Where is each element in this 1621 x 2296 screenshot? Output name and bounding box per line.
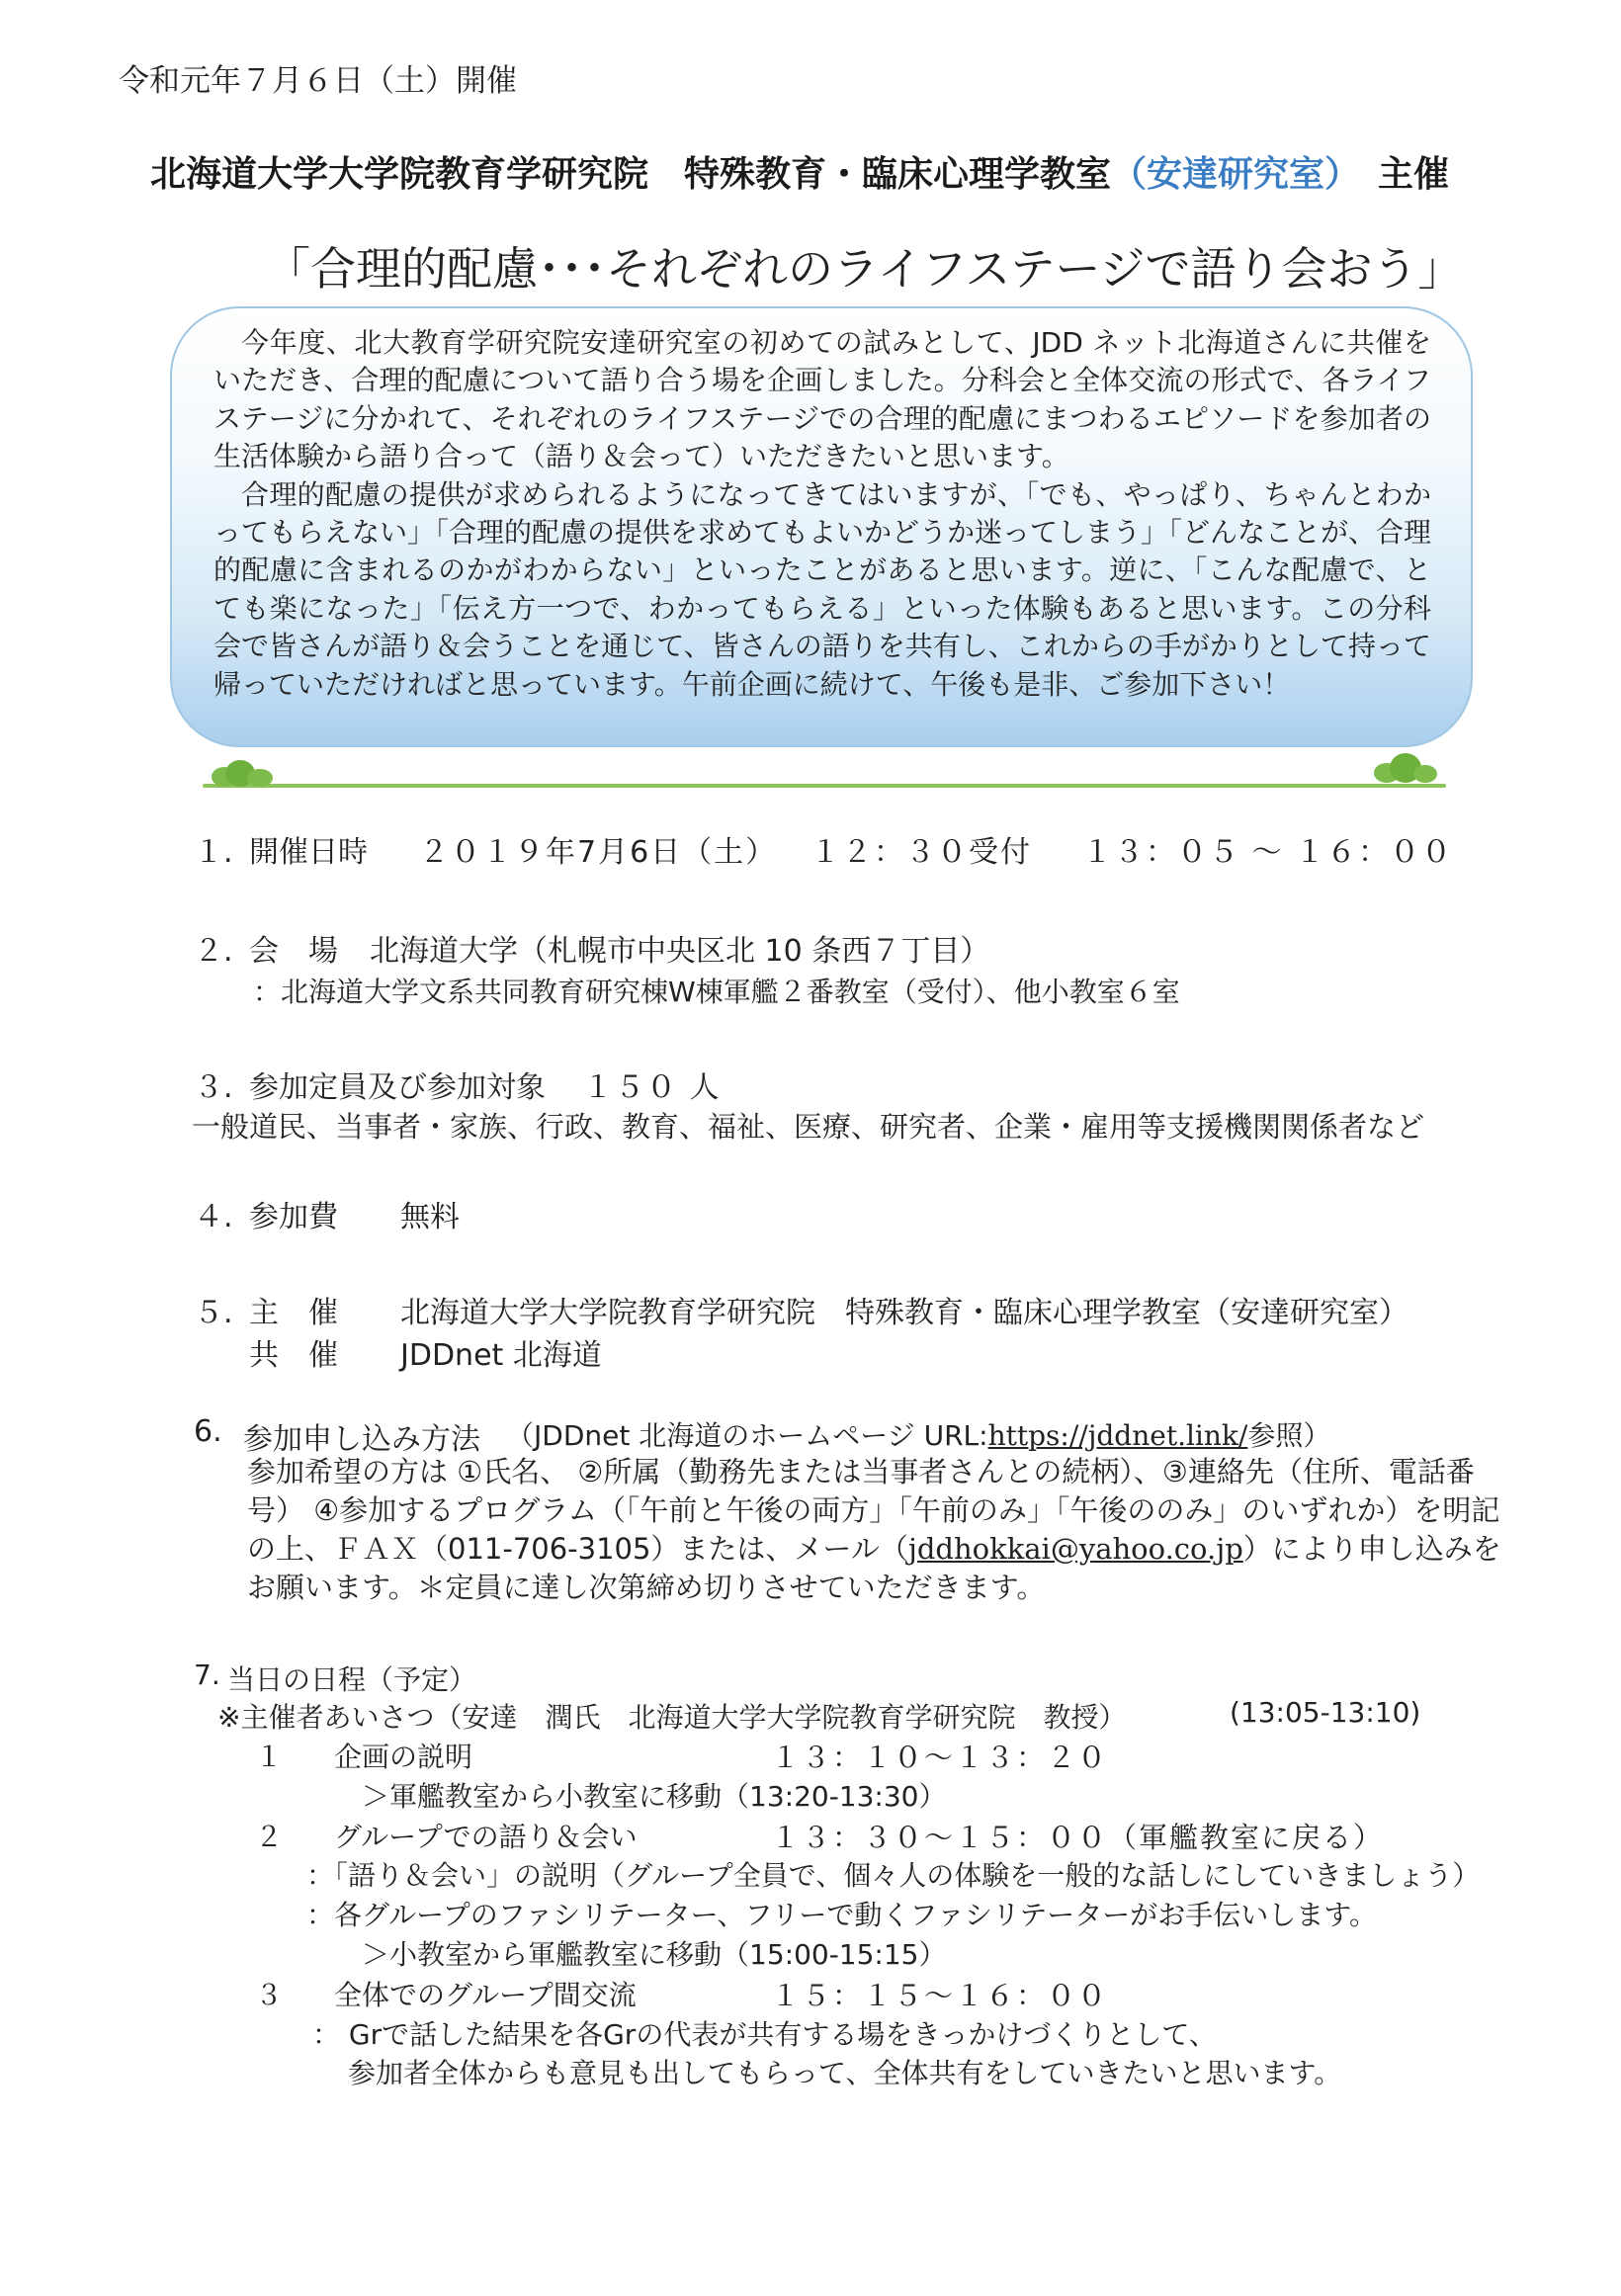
move-to-main-room: ＞小教室から軍艦教室に移動（15:00-15:15）: [362, 1938, 947, 1971]
application-body-a: 参加希望の方は ①氏名、 ②所属（勤務先または当事者さんとの続柄）、③連絡先（住所、電話番号） ④参加するプログラム（「午前と午後の両方」「午前のみ」「午後ののみ」のいずれか）を明記の上、ＦＡＸ（011-706-3105）または、メール（: [247, 1455, 1500, 1566]
target-audience: 一般道民、当事者・家族、行政、教育、福祉、医療、研究者、企業・雇用等支援機関関係者など: [192, 1110, 1425, 1144]
schedule-item-2-number: ２: [255, 1821, 284, 1853]
grass-line-decoration: [203, 784, 1446, 788]
homepage-note-after: 参照）: [1247, 1419, 1331, 1452]
schedule-item-1-title: 企画の説明: [334, 1741, 473, 1773]
move-to-small-rooms: ＞軍艦教室から小教室に移動（13:20-13:30）: [362, 1780, 947, 1813]
section-2-label: 会 場: [249, 934, 338, 969]
application-body-b: ）により申し込みをお願います。＊定員に達し次第締め切りさせていただきます。: [247, 1532, 1501, 1604]
section-4-label: 参加費: [249, 1200, 338, 1234]
schedule-item-2-note-1: ：「語り＆会い」の説明（グループ全員で、個々人の体験を一般的な話しにしていきましょう）: [306, 1859, 1481, 1892]
section-6-number: 6.: [194, 1414, 222, 1449]
section-2-number: ２.: [194, 934, 233, 969]
schedule-item-1-time: １３：１０～１３：２０: [771, 1741, 1109, 1774]
section-6-label: 参加申し込み方法: [243, 1422, 480, 1457]
schedule-item-2-time: １３：３０～１５：００（軍艦教室に戻る）: [771, 1821, 1385, 1854]
intro-box: [170, 306, 1473, 747]
reception-time: １２：３０受付: [810, 835, 1032, 870]
schedule-item-3-note-2: 参加者全体からも意見も出してもらって、全体共有をしていきたいと思います。: [348, 2057, 1342, 2089]
organizer-suffix: 主催: [1342, 154, 1450, 195]
greeting: ※主催者あいさつ（安達 潤氏 北海道大学大学院教育学研究院 教授）: [217, 1701, 1127, 1734]
email-link[interactable]: jddhokkai@yahoo.co.jp: [907, 1532, 1243, 1566]
event-date: ２０１９年7月6日（土）: [419, 835, 778, 870]
section-4-number: ４.: [194, 1200, 233, 1234]
section-3-number: ３.: [194, 1070, 233, 1105]
section-7-number: 7.: [194, 1658, 220, 1691]
section-3-label: 参加定員及び参加対象: [249, 1070, 546, 1105]
organizer-line: [150, 146, 1449, 197]
schedule-item-3-title: 全体でのグループ間交流: [334, 1979, 637, 2011]
schedule-item-3-number: ３: [255, 1979, 284, 2011]
cohost-label: 共 催: [249, 1338, 338, 1373]
homepage-note-before: （JDDnet 北海道のホームページ URL:: [506, 1419, 988, 1452]
organizer-lab: （安達研究室）: [1111, 154, 1343, 195]
section-1-number: １.: [194, 835, 233, 870]
section-5-number: ５.: [194, 1296, 233, 1330]
host-name: 北海道大学大学院教育学研究院 特殊教育・臨床心理学教室（安達研究室）: [400, 1296, 1408, 1330]
fee: 無料: [400, 1200, 460, 1234]
schedule-item-2-note-2: ：各グループのファシリテーター、フリーで動くファシリテーターがお手伝いします。: [306, 1899, 1378, 1931]
event-time: １３：０５ ～ １６：００: [1082, 835, 1454, 870]
application-instructions: [247, 1453, 1512, 1607]
cohost-name: JDDnet 北海道: [400, 1338, 602, 1373]
venue-name: 北海道大学（札幌市中央区北 10 条西７丁目）: [370, 934, 990, 969]
event-date-line: 令和元年７月６日（土）開催: [119, 63, 517, 99]
venue-detail: ：北海道大学文系共同教育研究棟W棟軍艦２番教室（受付）、他小教室６室: [253, 976, 1180, 1008]
intro-paragraph-2: 合理的配慮の提供が求められるようになってきてはいますが、「でも、やっぱり、ちゃんとわかってもらえない」「合理的配慮の提供を求めてもよいかどうか迷ってしまう」「どんなことが、合理的配慮に含まれるのかがわからない」といったことがあると思います。逆に、「こんな配慮で、とても楽になった」「伝え方一つで、わかってもらえる」といった体験もあると思います。この分科会で皆さんが語り＆会うことを通じて、皆さんの語りを共有し、これからの手がかりとして持って帰っていただければと思っています。午前企画に続けて、午後も是非、ご参加下さい！: [213, 477, 1432, 701]
intro-paragraph-1: 今年度、北大教育学研究院安達研究室の初めての試みとして、JDD ネット北海道さんに共催をいただき、合理的配慮について語り合う場を企画しました。分科会と全体交流の形式で、各ライフステージに分かれて、それぞれのライフステージでの合理的配慮にまつわるエピソードを参加者の生活体験から語り合って（語り＆会って）いただきたいと思います。: [213, 326, 1431, 473]
host-label: 主 催: [249, 1296, 338, 1330]
section-7-label: 当日の日程（予定）: [227, 1663, 477, 1696]
schedule-item-3-time: １５：１５～１６：００: [771, 1979, 1109, 2012]
organizer-main: 北海道大学大学院教育学研究院 特殊教育・臨床心理学教室: [150, 154, 1112, 195]
schedule-item-2-title: グループでの語り＆会い: [334, 1821, 638, 1853]
greeting-time: (13:05-13:10): [1230, 1696, 1421, 1729]
homepage-url-link[interactable]: https://jddnet.link/: [987, 1419, 1248, 1452]
left-bush-decoration: [212, 759, 275, 787]
right-bush-decoration: [1374, 755, 1437, 783]
section-1-label: 開催日時: [249, 835, 368, 870]
schedule-item-1-number: １: [255, 1741, 284, 1773]
schedule-item-3-note-1: ： Grで話した結果を各Grの代表が共有する場をきっかけづくりとして、: [312, 2018, 1217, 2051]
homepage-note: [506, 1414, 1330, 1454]
capacity: １５０ 人: [583, 1070, 722, 1105]
main-title: 「合理的配慮･･･それぞれのライフステージで語り会おう」: [265, 242, 1464, 296]
